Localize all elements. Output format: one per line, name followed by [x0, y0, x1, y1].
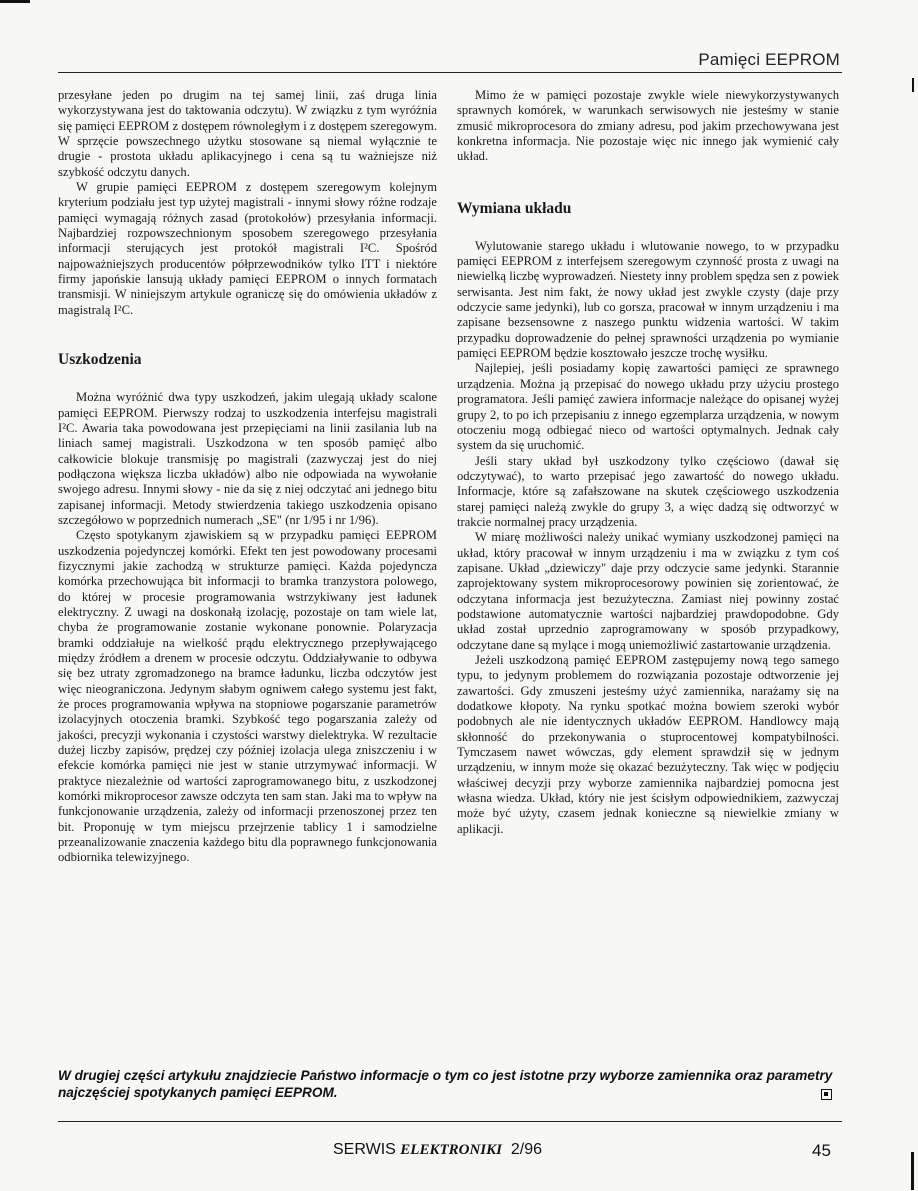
paragraph: Jeśli stary układ był uszkodzony tylko częściowo (dawał się odczytywać), to warto przepisać jego zawartość do nowego układu. Informacje, które są zafałszowane na skutek częściowego uszkodzenia starej pamięci należą zwykle do grupy 3, a więc dadzą się odtworzyć w trakcie normalnej pracy urządzenia.	[457, 453, 839, 529]
page-number: 45	[812, 1141, 831, 1160]
issue-number: 2/96	[510, 1141, 543, 1158]
paragraph: Można wyróżnić dwa typy uszkodzeń, jakim ulegają układy scalone pamięci EEPROM. Pierwszy rodzaj to uszkodzenia interfejsu magistrali I²C. Awaria taka powodowana jest przepięciami na linii zasilania lub na liniach samej magistrali. Uszkodzona w ten sposób pamięć albo całkowicie blokuje transmisję po magistrali (zazwyczaj jest do niej podłączona większa liczba układów) albo nie odpowiada na wywołanie swojego adresu. Innymi słowy - nie da się z niej odczytać ani jednego bitu zapisanej informacji. Metody stwierdzenia takiego uszkodzenia opisano szczegółowo w poprzednich numerach „SE" (nr 1/95 i nr 1/96).	[58, 390, 437, 527]
magazine-brand: ELEKTRONIKI	[400, 1142, 502, 1158]
continuation-note: W drugiej części artykułu znajdziecie Państwo informacje o tym co jest istotne przy wyborze zamiennika oraz parametry najczęściej spotykanych pamięci EEPROM.	[58, 1068, 833, 1100]
section-heading-wymiana: Wymiana układu	[457, 199, 572, 217]
magazine-prefix: SERWIS	[333, 1141, 401, 1158]
paragraph: Najlepiej, jeśli posiadamy kopię zawartości pamięci ze sprawnego urządzenia. Można ją przepisać do nowego układu przy użyciu prostego programatora. Jeśli pamięć zawiera informacje należące do opisanej wyżej grupy 2, to po ich przepisaniu z innego egzemplarza urządzenia, w nowym otoczeniu mogą odbiegać nieco od wartości optymalnych. Jednak cały system da się uruchomić.	[457, 361, 839, 453]
right-column	[457, 88, 839, 837]
section-heading-uszkodzenia: Uszkodzenia	[58, 351, 142, 369]
paragraph: Jeżeli uszkodzoną pamięć EEPROM zastępujemy nową tego samego typu, to jedynym problemem do rozwiązania pozostaje odtworzenie jej zawartości. Gdy zmuszeni jesteśmy użyć zamiennika, narażamy się na dodatkowe kłopoty. Na rynku spotkać można bowiem szeroki wybór podobnych ale nie identycznych układów EEPROM. Handlowcy mają skłonność do przekonywania o stuprocentowej kompatybilności. Tymczasem nawet wówczas, gdy element sprawdził się w jednym urządzeniu, w innym może się okazać bezużyteczny. Tak więc w podjęciu właściwej decyzji przy wyborze zamiennika najbardziej pomocna jest własna wiedza. Układ, który nie jest ścisłym odpowiednikiem, zazwyczaj może być użyty, czasem jednak konieczne są niewielkie zmiany w aplikacji.	[457, 653, 839, 836]
footer-rule	[58, 1121, 842, 1122]
paragraph: Wylutowanie starego układu i wlutowanie nowego, to w przypadku pamięci EEPROM z interfejsem szeregowym czynność prosta z uwagi na niewielką liczbę wyprowadzeń. Niestety inny problem spędza sen z powiek serwisanta. Jest nim fakt, że nowy układ jest zwykle czysty (daje przy odczycie same jedynki), lub co gorsza, pracował w innym urządzeniu i ma zapisane bezsensowne z naszego punktu widzenia wartości. W takim przypadku doprowadzenie do pełnej sprawności urządzenia po wymianie pamięci EEPROM będzie kosztowało jeszcze trochę wysiłku.	[457, 238, 839, 361]
paragraph: przesyłane jeden po drugim na tej samej linii, zaś druga linia wykorzystywana jest do taktowania odczytu). W związku z tym wyróżnia się pamięci EEPROM z dostępem równoległym i z dostępem szeregowym. W sprzęcie powszechnego użytku stosowane są niemal wyłącznie te drugie - prostota układu aplikacyjnego i cena są tu ważniejsze niż szybkość odczytu danych.	[58, 88, 437, 179]
header-rule	[58, 72, 842, 73]
magazine-name	[333, 1141, 542, 1159]
section-title: Pamięci EEPROM	[698, 50, 840, 69]
paragraph: Często spotykanym zjawiskiem są w przypadku pamięci EEPROM uszkodzenia pojedynczej komórki. Efekt ten jest powodowany procesami fizycznymi jakie zachodzą w strukturze pamięci. Każda pojedyncza komórka przechowująca bit informacji to bramka tranzystora polowego, do której w procesie programowania wstrzykiwany jest ładunek elektryczny. Z uwagi na doskonałą izolację, pozostaje on tam wiele lat, chyba że programowanie zostanie wykonane ponownie. Polaryzacja bramki oddziałuje na wielkość prądu elektrycznego przepływającego między źródłem a drenem w procesie odczytu. Oddziaływanie to odbywa się bez utraty zgromadzonego na bramce ładunku, liczba odczytów jest więc nieograniczona. Jedynym słabym ogniwem całego systemu jest fakt, że proces programowania wpływa na stopniowe pogarszanie parametrów izolacyjnych otoczenia bramki. Szybkość tego pogarszania zależy od jakości, precyzji wykonania i czystości warstwy dielektryka. W rezultacie dużej liczby zapisów, prędzej czy później izolacja ulega zniszczeniu i w efekcie komórka pamięci nie jest w stanie utrzymywać informacji. W praktyce niezależnie od wartości zaprogramowanego bitu, z uszkodzonej komórki mikroprocesor zawsze odczyta ten sam stan. Jaki ma to wpływ na funkcjonowanie urządzenia, zależy od informacji przenoszonej przez ten bit. Proponuję w tym miejscu przejrzenie tablicy 1 i samodzielne przeanalizowanie znaczenia każdego bitu dla poprawnego funkcjonowania odbiornika telewizyjnego.	[58, 528, 437, 865]
scan-corner-mark	[0, 0, 30, 3]
scan-edge-mark	[911, 1152, 914, 1190]
scan-edge-mark	[912, 78, 914, 92]
paragraph: Mimo że w pamięci pozostaje zwykle wiele niewykorzystywanych sprawnych komórek, w warunkach serwisowych nie jesteśmy w stanie zmusić mikroprocesora do zmiany adresu, pod jakim przechowywana jest konkretna informacja. Nie pozostaje więc nic innego jak wymienić cały układ.	[457, 88, 839, 164]
left-column	[58, 88, 437, 866]
end-of-article-icon	[821, 1089, 832, 1100]
paragraph: W miarę możliwości należy unikać wymiany uszkodzonej pamięci na układ, który pracował w innym urządzeniu i ma w związku z tym coś zapisane. Układ „dziewiczy" daje przy odczycie same jedynki. Starannie zaprojektowany system mikroprocesorowy powinien się zorientować, że odczytana informacja jest bezużyteczna. Zamiast niej powinny zostać podstawione automatycznie wartości najbardziej prawdopodobne. Gdy układ został uprzednio zaprogramowany w sposób przypadkowy, odczytane dane są mylące i mogą uniemożliwić zastartowanie urządzenia.	[457, 530, 839, 652]
paragraph: W grupie pamięci EEPROM z dostępem szeregowym kolejnym kryterium podziału jest typ użytej magistrali - innymi słowy różne rodzaje pamięci wymagają różnych zasad (protokołów) przesyłania informacji. Najbardziej rozpowszechnionym sposobem szeregowego przesyłania informacji sterujących jest protokół magistrali I²C. Spośród najpoważniejszych producentów półprzewodników tylko ITT i niektóre firmy japońskie lansują układy pamięci EEPROM o innych formatach transmisji. W niniejszym artykule ograniczę się do omówienia układów z magistralą I²C.	[58, 180, 437, 317]
